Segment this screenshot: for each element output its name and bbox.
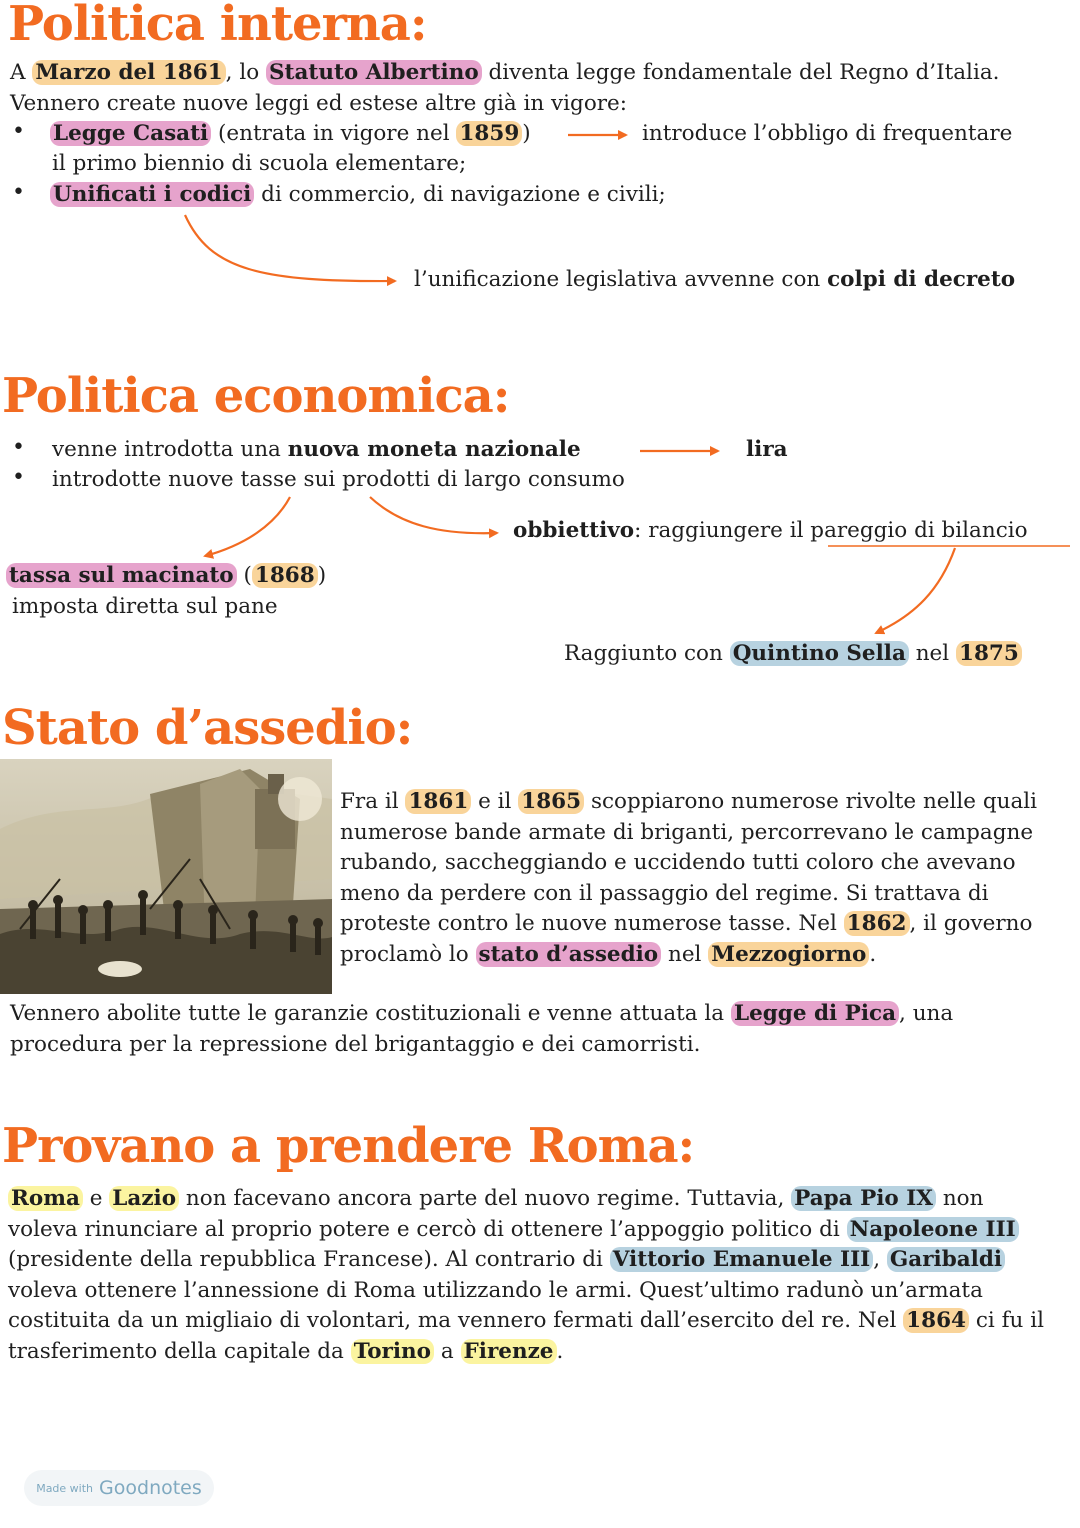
moneta-target-lira: lira: [746, 437, 788, 462]
bullet: •: [12, 435, 25, 460]
pareggio-raggiunto: Raggiunto con Quintino Sella nel 1875: [564, 639, 1022, 669]
arrow-tassa: [205, 497, 290, 556]
arrow-decreto: [185, 215, 395, 281]
goodnotes-badge[interactable]: Made with Goodnotes: [24, 1470, 214, 1506]
casati-continuation: il primo biennio di scuola elementare;: [52, 151, 467, 176]
highlight-tassa-macinato: tassa sul macinato: [6, 563, 237, 588]
highlight-1859: 1859: [456, 121, 522, 146]
highlight-mezzogiorno: Mezzogiorno: [708, 942, 869, 967]
highlight-1862: 1862: [844, 911, 910, 936]
tassa-macinato: tassa sul macinato ( 1868 ): [6, 561, 326, 591]
list-item-tasse: introdotte nuove tasse sui prodotti di largo consumo: [52, 467, 625, 492]
list-item-moneta: venne introdotta una nuova moneta nazionale: [52, 437, 581, 462]
section-title-stato-assedio: Stato d’assedio:: [2, 700, 413, 756]
arrow-obbiettivo: [370, 497, 497, 533]
section-title-politica-interna: Politica interna:: [8, 0, 427, 52]
obbiettivo: obbiettivo: raggiungere il pareggio di bilancio: [513, 518, 1028, 543]
list-item-unificati-codici: Unificati i codici di commercio, di navigazione e civili;: [50, 180, 666, 210]
highlight-torino: Torino: [351, 1339, 434, 1364]
paragraph-statuto: A Marzo del 1861 , lo Statuto Albertino diventa legge fondamentale del Regno d’Italia. Vennero create nuove leggi ed estese altre già in vigore:: [10, 60, 1000, 116]
highlight-quintino-sella: Quintino Sella: [730, 641, 909, 666]
highlight-1868: 1868: [252, 563, 318, 588]
section-title-roma: Provano a prendere Roma:: [2, 1118, 695, 1174]
highlight-legge-pica: Legge di Pica: [731, 1001, 899, 1026]
highlight-lazio: Lazio: [109, 1186, 179, 1211]
highlight-roma: Roma: [8, 1186, 83, 1211]
paragraph-legge-pica: Vennero abolite tutte le garanzie costituzionali e venne attuata la Legge di Pica , una procedura per la repressione del brigantaggio e dei camorristi.: [10, 1001, 954, 1057]
highlight-firenze: Firenze: [461, 1339, 557, 1364]
highlight-1875: 1875: [956, 641, 1022, 666]
highlight-1861: 1861: [405, 789, 471, 814]
tassa-description: imposta diretta sul pane: [12, 594, 278, 619]
highlight-marzo-1861: Marzo del 1861: [32, 60, 225, 85]
highlight-stato-assedio: stato d’assedio: [476, 942, 662, 967]
note-decreto: l’unificazione legislativa avvenne con colpi di decreto: [414, 267, 1016, 292]
section-title-politica-economica: Politica economica:: [2, 368, 510, 424]
bullet: •: [12, 119, 25, 144]
bullet: •: [12, 465, 25, 490]
highlight-legge-casati: Legge Casati: [50, 121, 211, 146]
highlight-vittorio-emanuele: Vittorio Emanuele III: [610, 1247, 874, 1272]
list-item-legge-casati: Legge Casati (entrata in vigore nel 1859 ): [50, 119, 531, 149]
highlight-garibaldi: Garibaldi: [887, 1247, 1005, 1272]
highlight-unificati-codici: Unificati i codici: [50, 182, 254, 207]
paragraph-roma: Roma e Lazio non facevano ancora parte del nuovo regime. Tuttavia, Papa Pio IX non voleva rinunciare al proprio potere e cercò di ottenere l’appoggio politico di Napoleone III (presidente della repubblica Francese). Al contrario di Vittorio Emanuele III , Garibaldi voleva ottenere l’annessione di Roma utilizzando le armi. Quest’ultimo radunò un’armata costituita da un migliaio di volontari, ma vennero fermati dall’esercito del re. Nel 1864 ci fu il trasferimento della capitale da Torino a Firenze .: [8, 1186, 1044, 1364]
highlight-1865: 1865: [518, 789, 584, 814]
highlight-napoleone: Napoleone III: [847, 1217, 1019, 1242]
highlight-statuto-albertino: Statuto Albertino: [266, 60, 482, 85]
highlight-1864: 1864: [903, 1308, 969, 1333]
arrow-pareggio: [876, 548, 955, 633]
paragraph-rivolte: Fra il 1861 e il 1865 scoppiarono numerose rivolte nelle quali numerose bande armate di briganti, percorrevano le campagne rubando, saccheggiando e uccidendo tutti coloro che avevano meno da perdere con il passaggio del regime. Si trattava di proteste contro le nuove numerose tasse. Nel 1862 , il governo proclamò lo stato d’assedio nel Mezzogiorno .: [340, 789, 1038, 967]
casati-consequence: introduce l’obbligo di frequentare: [642, 121, 1013, 146]
bullet: •: [12, 180, 25, 205]
highlight-papa-pio: Papa Pio IX: [791, 1186, 936, 1211]
